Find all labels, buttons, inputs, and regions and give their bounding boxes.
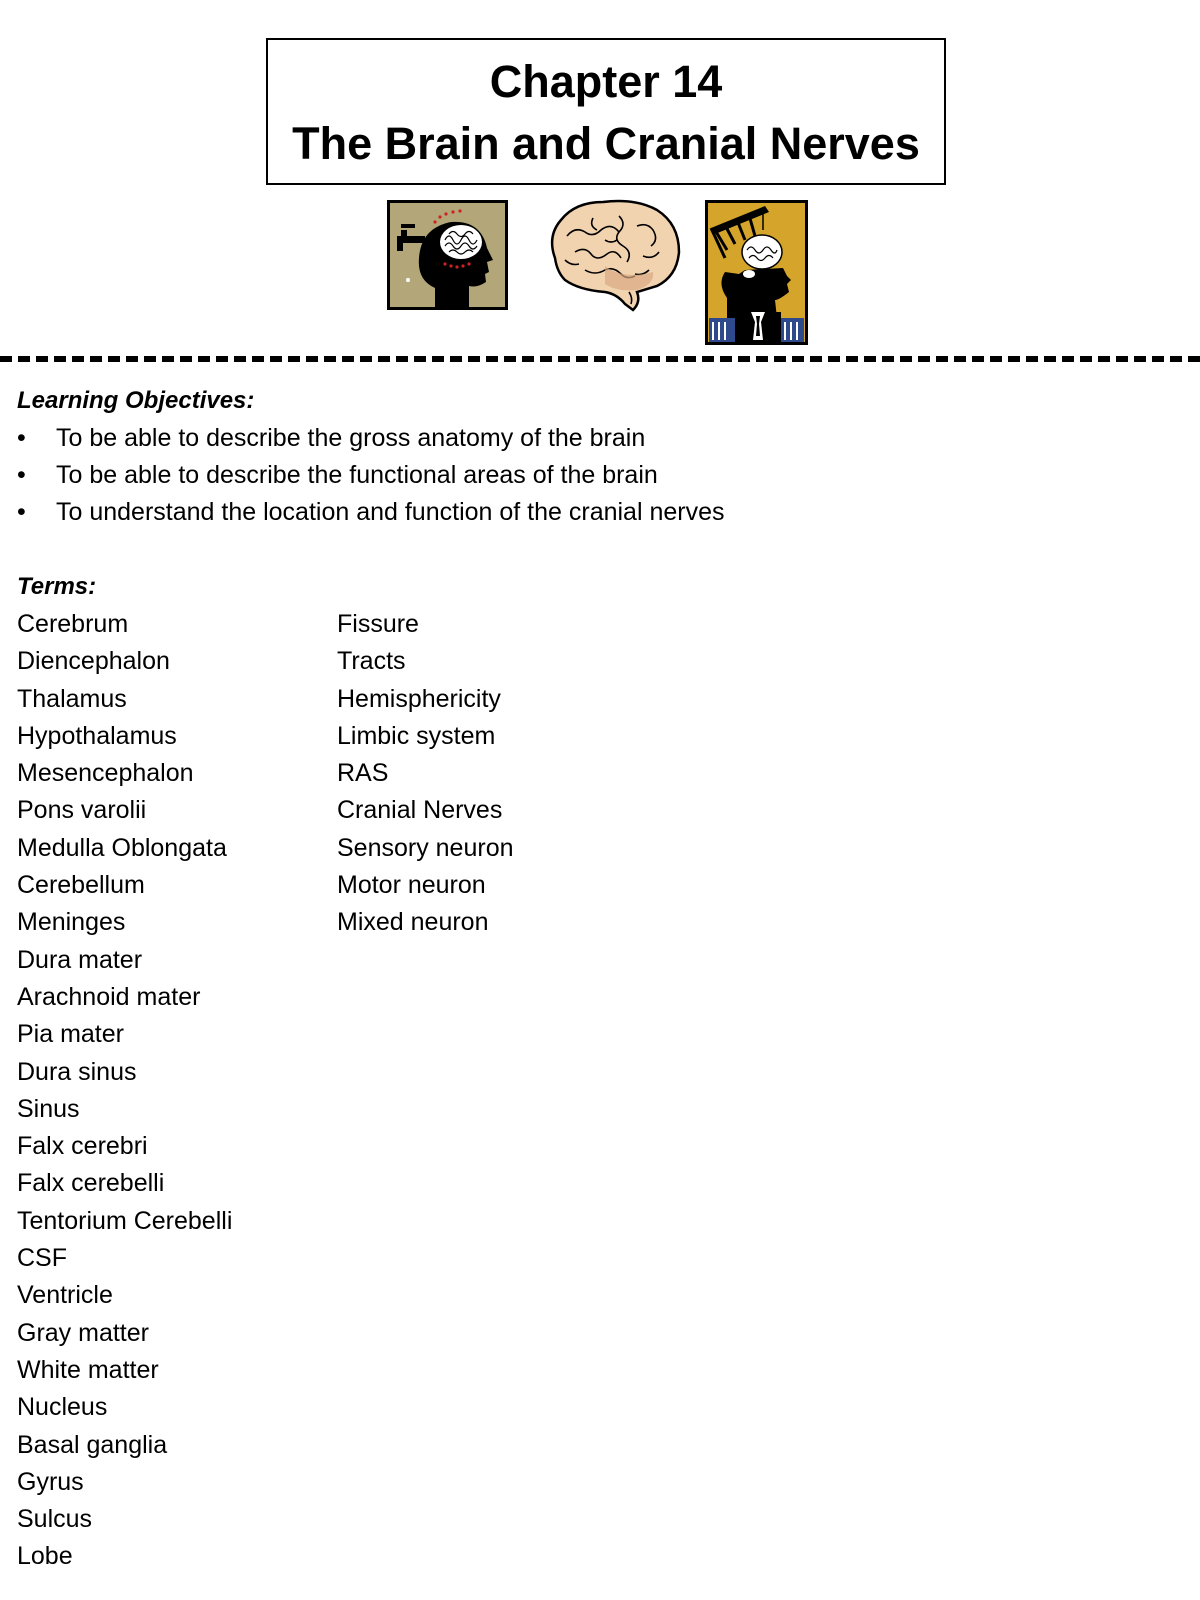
term-item: Medulla Oblongata (17, 833, 227, 862)
term-item: RAS (337, 759, 389, 788)
objective-text: To be able to describe the gross anatomy of the brain (56, 424, 646, 452)
term-item: Fissure (337, 610, 419, 638)
head-brain-faucet-icon (387, 200, 508, 310)
brain-icon (545, 196, 683, 314)
term-item: Dura sinus (17, 1057, 137, 1086)
term-item: Gyrus (17, 1467, 84, 1496)
term-item: White matter (17, 1355, 159, 1384)
term-item: Thalamus (17, 684, 127, 713)
term-item: Falx cerebri (17, 1132, 148, 1161)
objectives-list (17, 423, 725, 534)
list-item (17, 423, 725, 460)
term-item: Sulcus (17, 1505, 93, 1534)
term-item: Arachnoid mater (17, 982, 201, 1011)
terms-column-2 (337, 609, 514, 945)
list-item (17, 460, 725, 497)
term-item: Nucleus (17, 1393, 108, 1422)
bullet-icon: • (17, 461, 26, 489)
bullet-icon: • (17, 424, 26, 452)
term-item: Limbic system (337, 721, 496, 750)
objective-text: To be able to describe the functional areas of the brain (56, 461, 658, 489)
head-crane-brain-icon (705, 200, 808, 345)
term-item: Cerebellum (17, 871, 145, 900)
term-item: Tracts (337, 647, 406, 676)
term-item: Diencephalon (17, 647, 170, 676)
term-item: Sinus (17, 1094, 80, 1123)
term-item: Sensory neuron (337, 833, 514, 862)
term-item: Cerebrum (17, 610, 129, 638)
term-item: Lobe (17, 1542, 73, 1571)
term-item: Hypothalamus (17, 721, 177, 750)
term-item: Ventricle (17, 1281, 113, 1310)
term-item: Hemisphericity (337, 684, 501, 713)
term-item: Pons varolii (17, 796, 147, 825)
terms-column-1 (17, 609, 232, 1579)
chapter-subtitle: The Brain and Cranial Nerves (292, 118, 920, 169)
term-item: Cranial Nerves (337, 796, 503, 825)
terms-heading: Terms: (17, 573, 97, 600)
list-item (17, 497, 725, 534)
title-box (266, 38, 946, 185)
term-item: Gray matter (17, 1318, 149, 1347)
term-item: CSF (17, 1244, 67, 1273)
term-item: Basal ganglia (17, 1430, 168, 1459)
term-item: Tentorium Cerebelli (17, 1206, 233, 1235)
objective-text: To understand the location and function of the cranial nerves (56, 498, 725, 526)
section-divider (0, 356, 1200, 362)
learning-objectives-heading: Learning Objectives: (17, 387, 255, 414)
term-item: Falx cerebelli (17, 1169, 165, 1198)
term-item: Mixed neuron (337, 908, 489, 937)
term-item: Mesencephalon (17, 759, 194, 788)
term-item: Dura mater (17, 945, 143, 974)
term-item: Pia mater (17, 1020, 124, 1049)
term-item: Meninges (17, 908, 126, 937)
term-item: Motor neuron (337, 871, 486, 900)
bullet-icon: • (17, 498, 26, 526)
chapter-title: Chapter 14 (489, 56, 723, 107)
